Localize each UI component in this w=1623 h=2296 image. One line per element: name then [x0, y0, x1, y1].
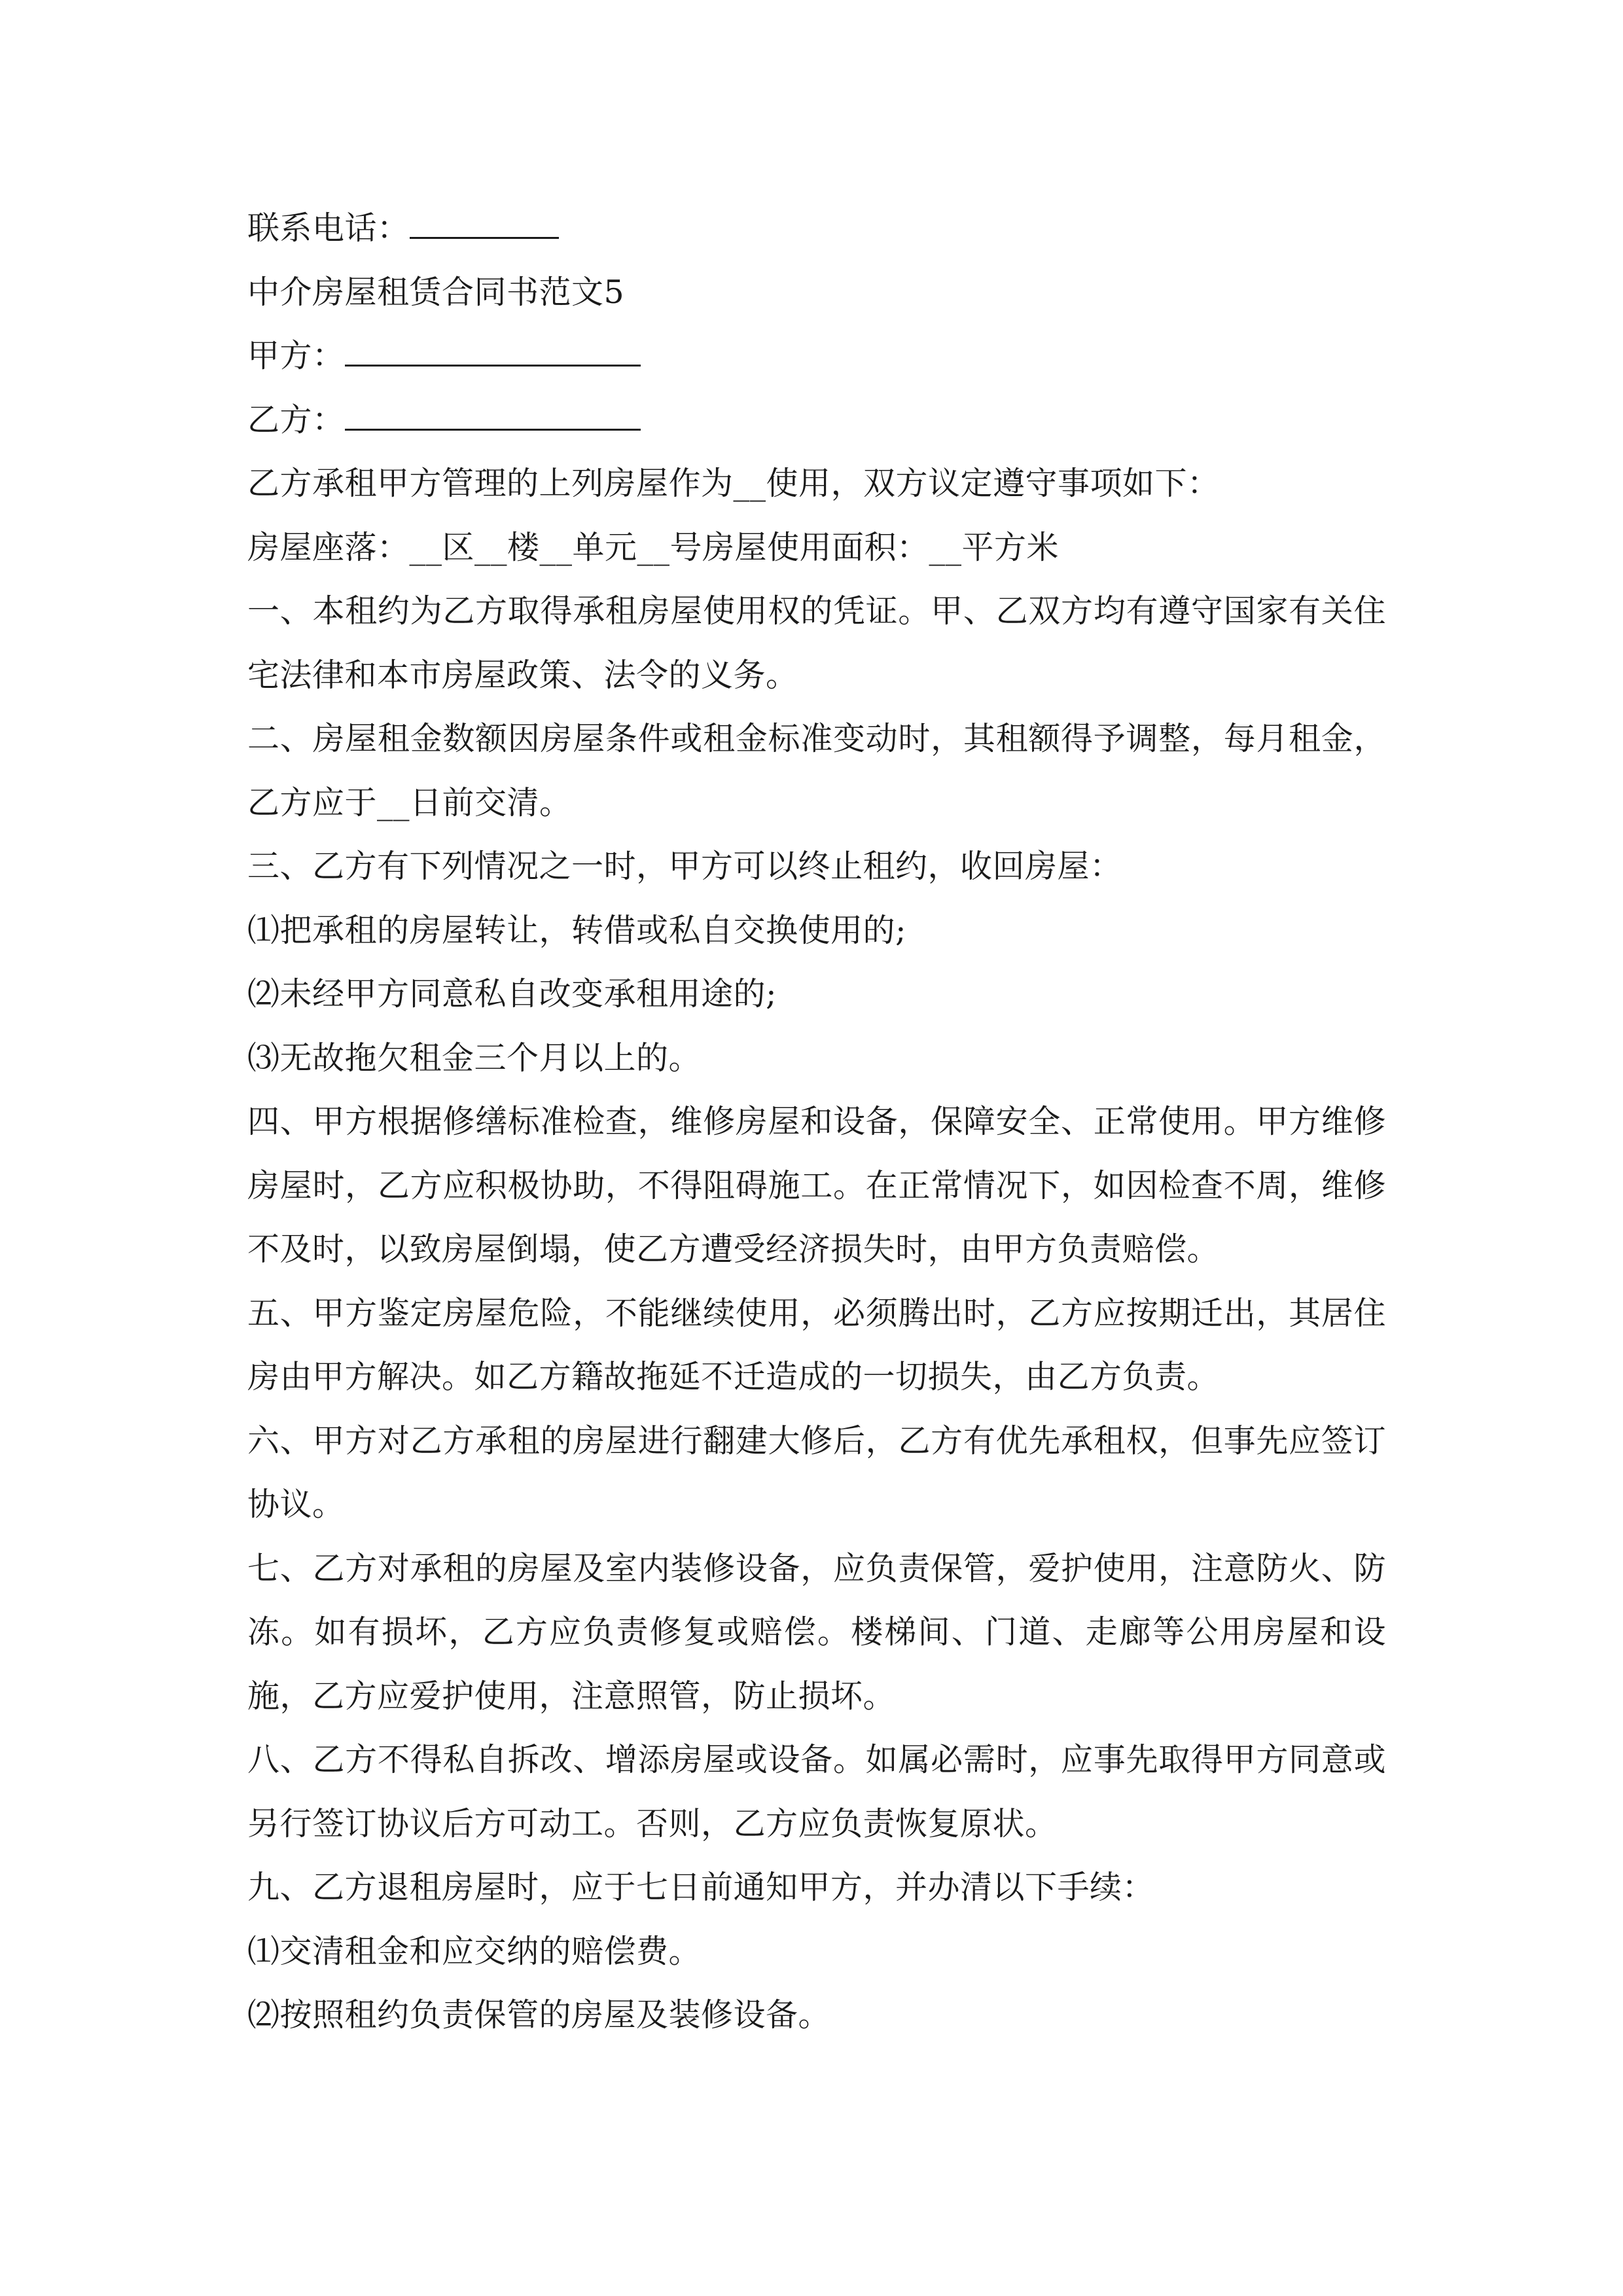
clause-6: 六、甲方对乙方承租的房屋进行翻建大修后，乙方有优先承租权，但事先应签订协议。	[247, 1422, 1386, 1523]
clause-4: 四、甲方根据修缮标准检查，维修房屋和设备，保障安全、正常使用。甲方维修房屋时，乙方应积极协助，不得阻碍施工。在正常情况下，如因检查不周，维修不及时，以致房屋倒塌，使乙方遭受经济损失时，由甲方负责赔偿。	[247, 1103, 1386, 1268]
location-paragraph: 房屋座落：__区__楼__单元__号房屋使用面积：__平方米	[247, 528, 1060, 566]
clause-1: 一、本租约为乙方取得承租房屋使用权的凭证。甲、乙双方均有遵守国家有关住宅法律和本市房屋政策、法令的义务。	[247, 592, 1386, 694]
clause-3-item-3: ⑶无故拖欠租金三个月以上的。	[247, 1039, 702, 1077]
party-a-label: 甲方：	[247, 337, 345, 374]
clause-7: 七、乙方对承租的房屋及室内装修设备，应负责保管，爱护使用，注意防火、防冻。如有损坏，乙方应负责修复或赔偿。楼梯间、门道、走廊等公用房屋和设施，乙方应爱护使用，注意照管，防止损坏。	[247, 1549, 1386, 1715]
party-a-blank	[345, 331, 641, 367]
clause-8: 八、乙方不得私自拆改、增添房屋或设备。如属必需时，应事先取得甲方同意或另行签订协议后方可动工。否则，乙方应负责恢复原状。	[247, 1741, 1386, 1842]
clause-3-item-1: ⑴把承租的房屋转让，转借或私自交换使用的;	[247, 911, 907, 949]
clause-9-item-2: ⑵按照租约负责保管的房屋及装修设备。	[247, 1996, 831, 2034]
contact-phone-line	[247, 196, 1386, 260]
clause-3-item-2: ⑵未经甲方同意私自改变承租用途的;	[247, 975, 777, 1013]
contact-phone-blank	[410, 203, 559, 239]
contract-body	[247, 196, 1386, 2047]
intro-paragraph: 乙方承租甲方管理的上列房屋作为__使用，双方议定遵守事项如下：	[247, 465, 1220, 502]
contact-phone-label: 联系电话：	[247, 209, 410, 247]
clause-3: 三、乙方有下列情况之一时，甲方可以终止租约，收回房屋：	[247, 848, 1122, 885]
party-b-line	[247, 388, 1386, 452]
document-heading: 中介房屋租赁合同书范文5	[247, 273, 625, 311]
clause-5: 五、甲方鉴定房屋危险，不能继续使用，必须腾出时，乙方应按期迁出，其居住房由甲方解决。如乙方籍故拖延不迁造成的一切损失，由乙方负责。	[247, 1294, 1386, 1395]
clause-9: 九、乙方退租房屋时，应于七日前通知甲方，并办清以下手续：	[247, 1869, 1155, 1906]
clause-2: 二、房屋租金数额因房屋条件或租金标准变动时，其租额得予调整，每月租金，乙方应于__日前交清。	[247, 720, 1386, 821]
party-b-blank	[345, 395, 641, 431]
party-b-label: 乙方：	[247, 401, 345, 439]
party-a-line	[247, 324, 1386, 388]
clause-9-item-1: ⑴交清租金和应交纳的赔偿费。	[247, 1932, 702, 1970]
